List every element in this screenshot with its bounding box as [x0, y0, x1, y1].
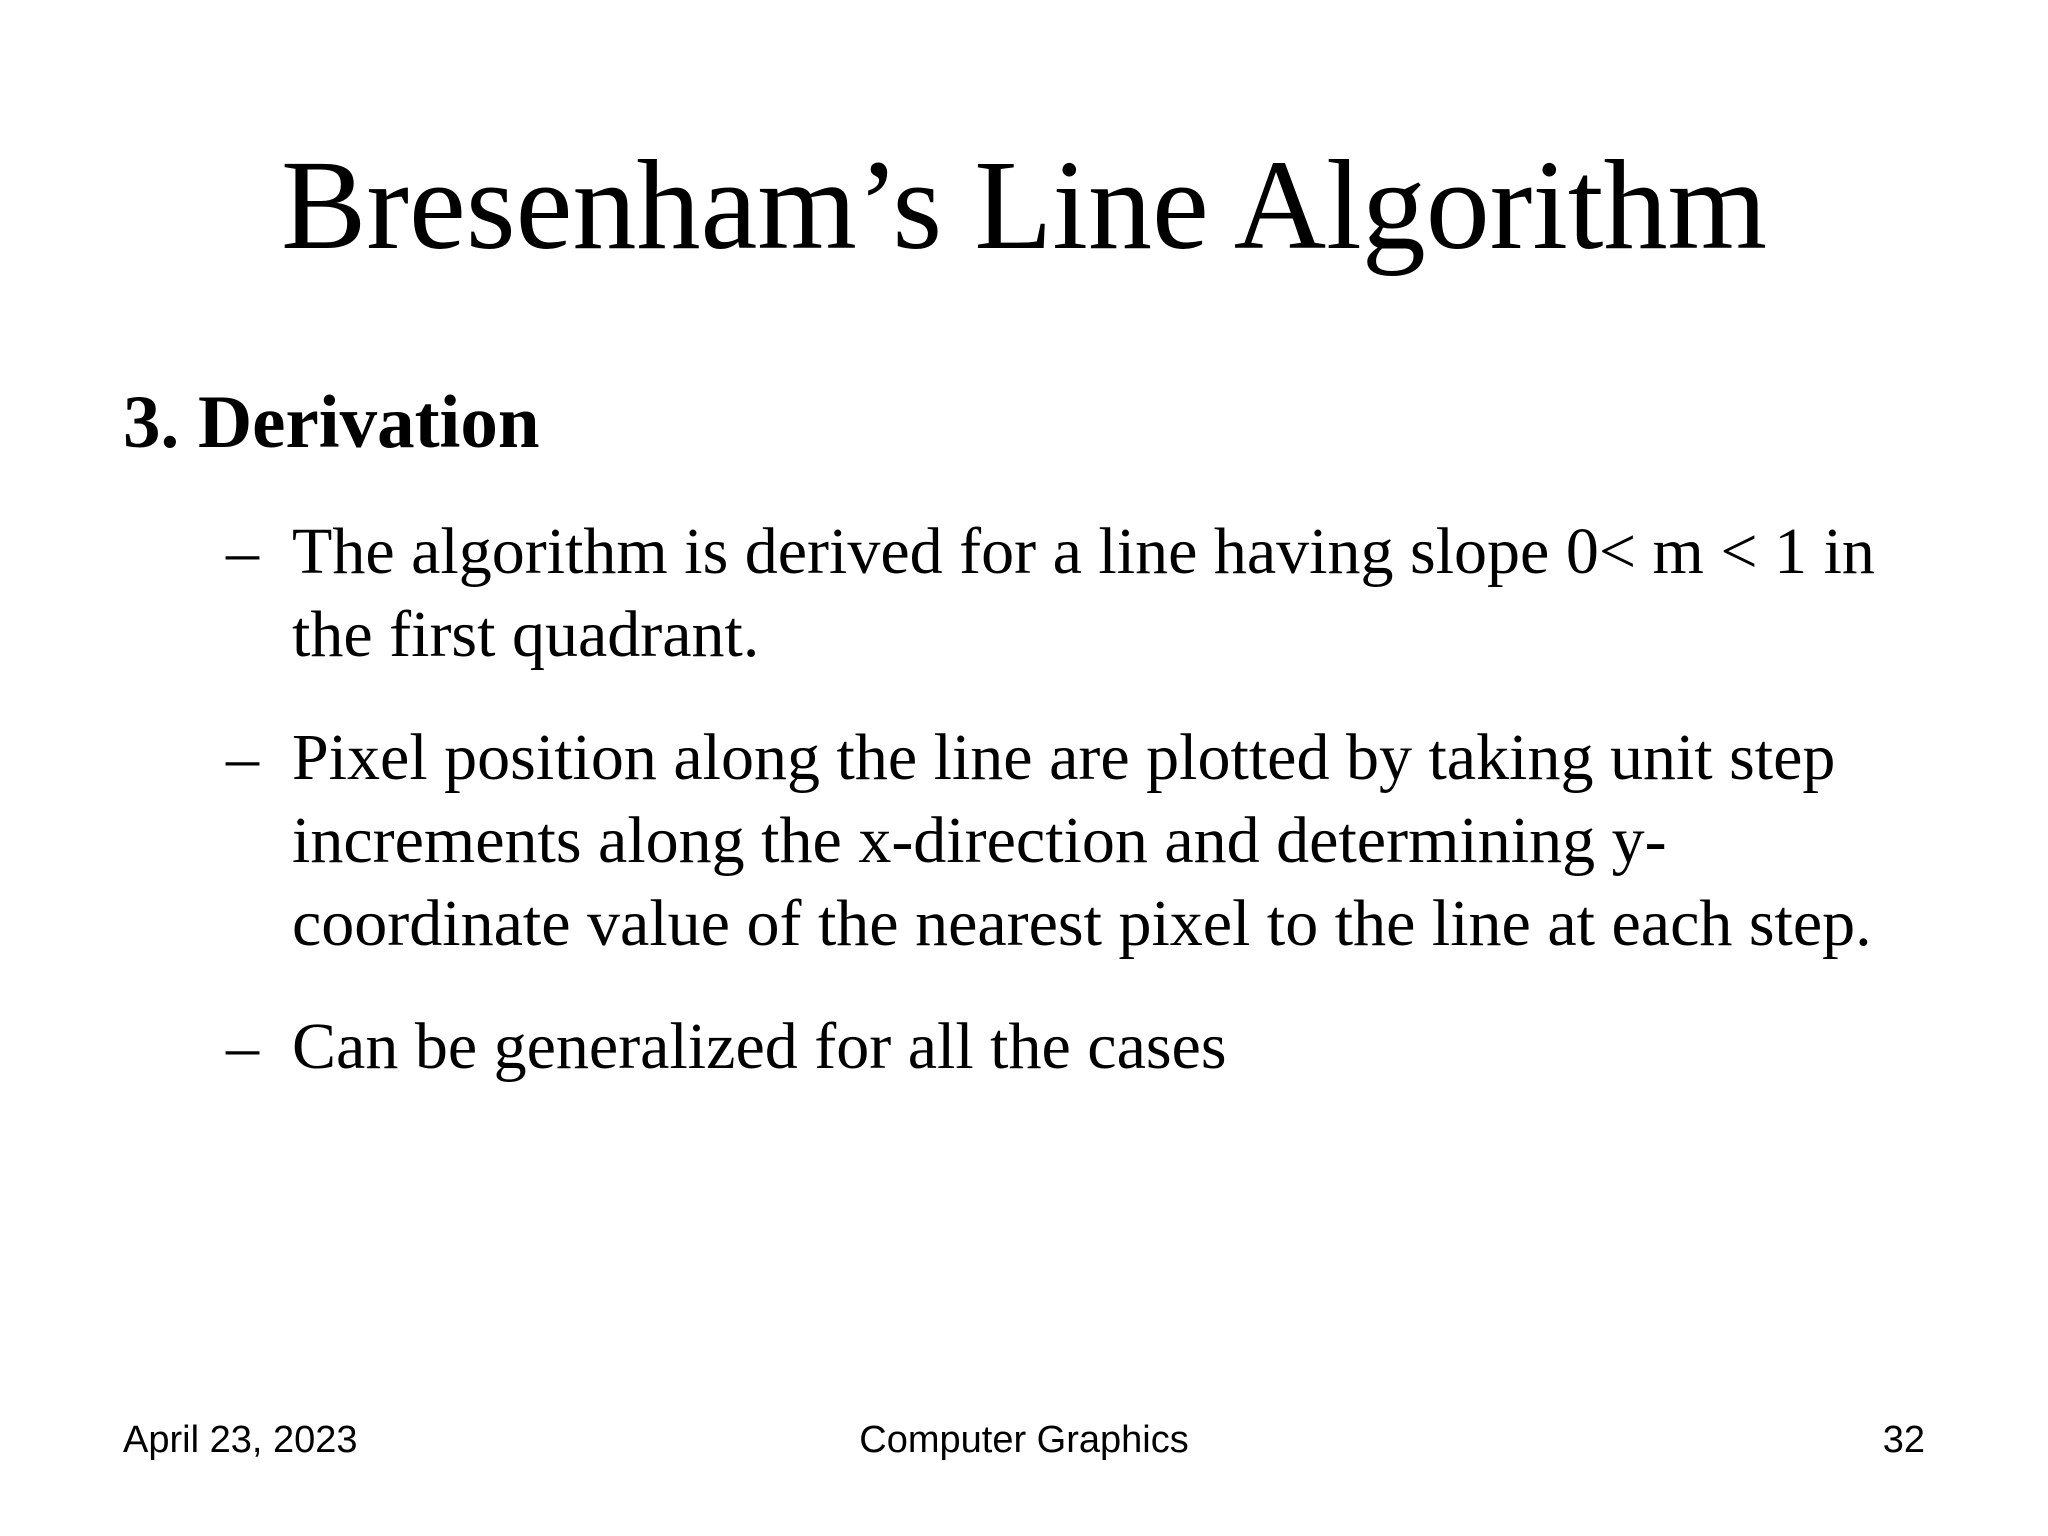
- dash-bullet-icon: –: [226, 721, 259, 794]
- bullet-text-line: the first quadrant.: [292, 598, 760, 671]
- footer-page-number: 32: [1882, 1419, 1925, 1461]
- footer-course-title: Computer Graphics: [859, 1419, 1189, 1461]
- bullet-text-line: coordinate value of the nearest pixel to the line at each step.: [292, 887, 1872, 960]
- footer-date: April 23, 2023: [123, 1419, 358, 1461]
- section-heading: 3. Derivation: [123, 381, 540, 464]
- dash-bullet-icon: –: [226, 1010, 259, 1083]
- bullet-item: [226, 510, 1966, 676]
- bullet-text-line: increments along the x-direction and determining y-: [292, 804, 1667, 877]
- slide-title: Bresenham’s Line Algorithm: [281, 134, 1767, 276]
- bullet-text-line: Pixel position along the line are plotted by taking unit step: [292, 721, 1836, 794]
- bullet-text-line: The algorithm is derived for a line having slope 0< m < 1 in: [292, 515, 1875, 588]
- bullet-item: [226, 1005, 1966, 1088]
- dash-bullet-icon: –: [226, 515, 259, 588]
- bullet-list: [226, 510, 1966, 1128]
- bullet-text-line: Can be generalized for all the cases: [292, 1010, 1227, 1083]
- bullet-item: [226, 716, 1966, 965]
